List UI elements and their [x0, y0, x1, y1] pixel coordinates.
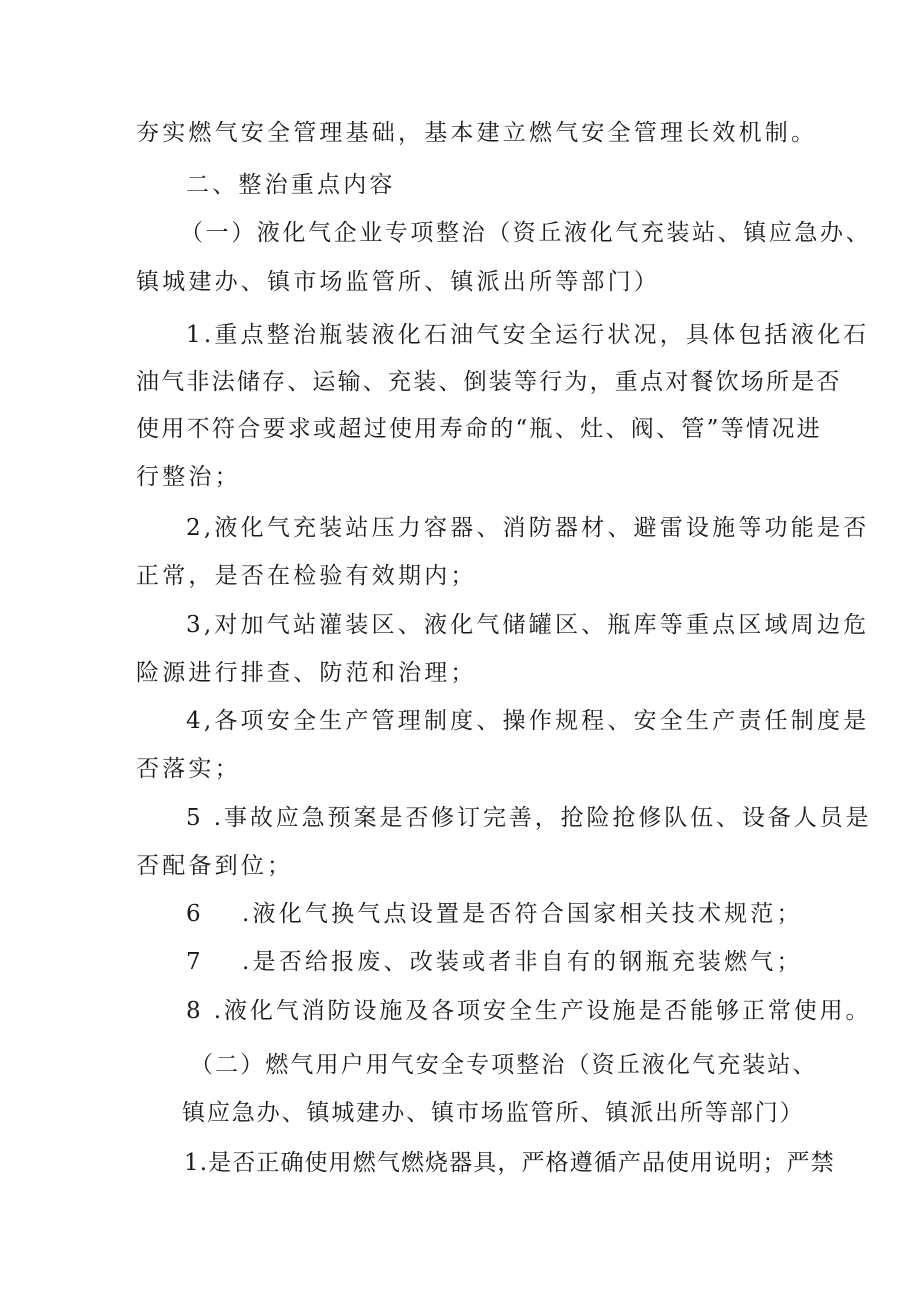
- text-line: 2,液化气充装站压力容器、消防器材、避雷设施等功能是否: [186, 515, 870, 541]
- text-line: 险源进行排查、防范和治理；: [136, 660, 477, 686]
- text-line: 使用不符合要求或超过使用寿命的“瓶、灶、阀、管”等情况进: [136, 416, 822, 442]
- item-number: 7: [186, 949, 204, 975]
- text-line: 油气非法储存、运输、充装、倒装等行为，重点对餐饮场所是否: [136, 369, 842, 395]
- text-line: 否配备到位；: [136, 853, 294, 879]
- text-line: .是否给报废、改装或者非自有的钢瓶充装燃气；: [242, 949, 803, 975]
- text-line: 正常，是否在检验有效期内；: [136, 563, 477, 589]
- item-number: 6: [186, 901, 204, 927]
- text-line: 3,对加气站灌装区、液化气储罐区、瓶库等重点区域周边危: [186, 612, 870, 638]
- text-line: 1.重点整治瓶装液化石油气安全运行状况，具体包括液化石: [186, 322, 870, 348]
- text-line: 4,各项安全生产管理制度、操作规程、安全生产责任制度是: [186, 708, 870, 734]
- subsection-heading: （二）燃气用户用气安全专项整治（资丘液化气充装站、: [190, 1052, 818, 1078]
- text-line: 否落实；: [136, 756, 241, 782]
- text-line: 5 .事故应急预案是否修订完善，抢险抢修队伍、设备人员是: [186, 805, 872, 831]
- text-line: 夯实燃气安全管理基础，基本建立燃气安全管理长效机制。: [136, 120, 818, 146]
- text-line: .液化气换气点设置是否符合国家相关技术规范；: [242, 901, 803, 927]
- subsection-heading-cont: 镇应急办、镇城建办、镇市场监管所、镇派出所等部门）: [182, 1100, 805, 1126]
- text-line: 1.是否正确使用燃气燃烧器具，严格遵循产品使用说明；严禁: [184, 1150, 835, 1176]
- section-heading: 二、整治重点内容: [186, 172, 396, 198]
- text-line: 行整治；: [136, 464, 241, 490]
- subsection-heading-cont: 镇城建办、镇市场监管所、镇派出所等部门）: [136, 269, 660, 295]
- text-line: 8 .液化气消防设施及各项安全生产设施是否能够正常使用。: [186, 998, 872, 1024]
- subsection-heading: （一）液化气企业专项整治（资丘液化气充装站、镇应急办、: [180, 220, 872, 246]
